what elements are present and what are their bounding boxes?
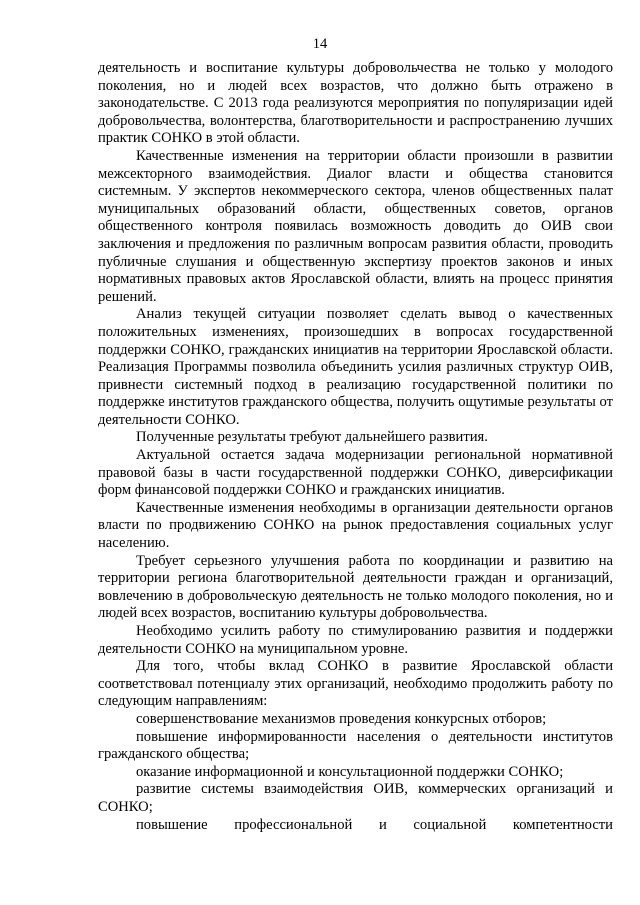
paragraph-3: Анализ текущей ситуации позволяет сделать вывод о качественных положительных изменениях, произошедших в вопросах государственной поддержки СОНКО, гражданских инициатив на территории Ярославской области. Реализация Программы позволила объединить усилия различных структур ОИВ, привнести системный подход в реализацию государственной политики по поддержке институтов гражданского общества, получить ощутимые результаты от деятельности СОНКО. (98, 306, 613, 428)
paragraph-2: Качественные изменения на территории области произошли в развитии межсекторного взаимодействия. Диалог власти и общества становится системным. У экспертов некоммерческого сектора, членов общественных палат муниципальных образований области, общественных советов, органов общественного контроля появилась возможность доводить до ОИВ свои заключения и предложения по различным вопросам развития области, проводить публичные слушания и общественную экспертизу проектов законов и иных нормативных правовых актов Ярославской области, влиять на процесс принятия решений. (98, 147, 613, 305)
paragraph-5: Актуальной остается задача модернизации региональной нормативной правовой базы в части государственной поддержки СОНКО, диверсификации форм финансовой поддержки СОНКО и гражданских инициатив. (98, 447, 613, 499)
paragraph-4: Полученные результаты требуют дальнейшего развития. (136, 429, 488, 446)
paragraph-9: Для того, чтобы вклад СОНКО в развитие Ярославской области соответствовал потенциалу этих организаций, необходимо продолжить работу по следующим направлениям: (98, 658, 613, 710)
list-item-interaction-system: развитие системы взаимодействия ОИВ, коммерческих организаций и СОНКО; (98, 781, 613, 815)
paragraph-8: Необходимо усилить работу по стимулированию развития и поддержки деятельности СОНКО на муниципальном уровне. (98, 623, 613, 657)
paragraph-6: Качественные изменения необходимы в организации деятельности органов власти по продвижению СОНКО на рынок предоставления социальных услуг населению. (98, 499, 613, 552)
paragraph-1: деятельность и воспитание культуры добровольчества не только у молодого поколения, но и людей всех возрастов, что должно быть отражено в законодательстве. С 2013 года реализуются мероприятия по популяризации идей добровольчества, волонтерства, благотворительности и распространению лучших практик СОНКО в этой области. (98, 60, 613, 147)
paragraph-7: Требует серьезного улучшения работа по координации и развитию на территории региона благотворительной деятельности граждан и организаций, вовлечению в добровольческую деятельность не только молодого поколения, но и людей всех возрастов, воспитанию культуры добровольчества. (98, 552, 613, 622)
list-item-public-awareness: повышение информированности населения о деятельности институтов гражданского общества; (98, 728, 613, 763)
list-item-competence: повышение профессиональной и социальной компетентности (136, 816, 613, 833)
list-item-information-support: оказание информационной и консультационной поддержки СОНКО; (136, 763, 564, 780)
page-number: 14 (312, 36, 328, 52)
list-item-contest-mechanisms: совершенствование механизмов проведения конкурсных отборов; (136, 710, 547, 727)
document-body (98, 60, 613, 834)
